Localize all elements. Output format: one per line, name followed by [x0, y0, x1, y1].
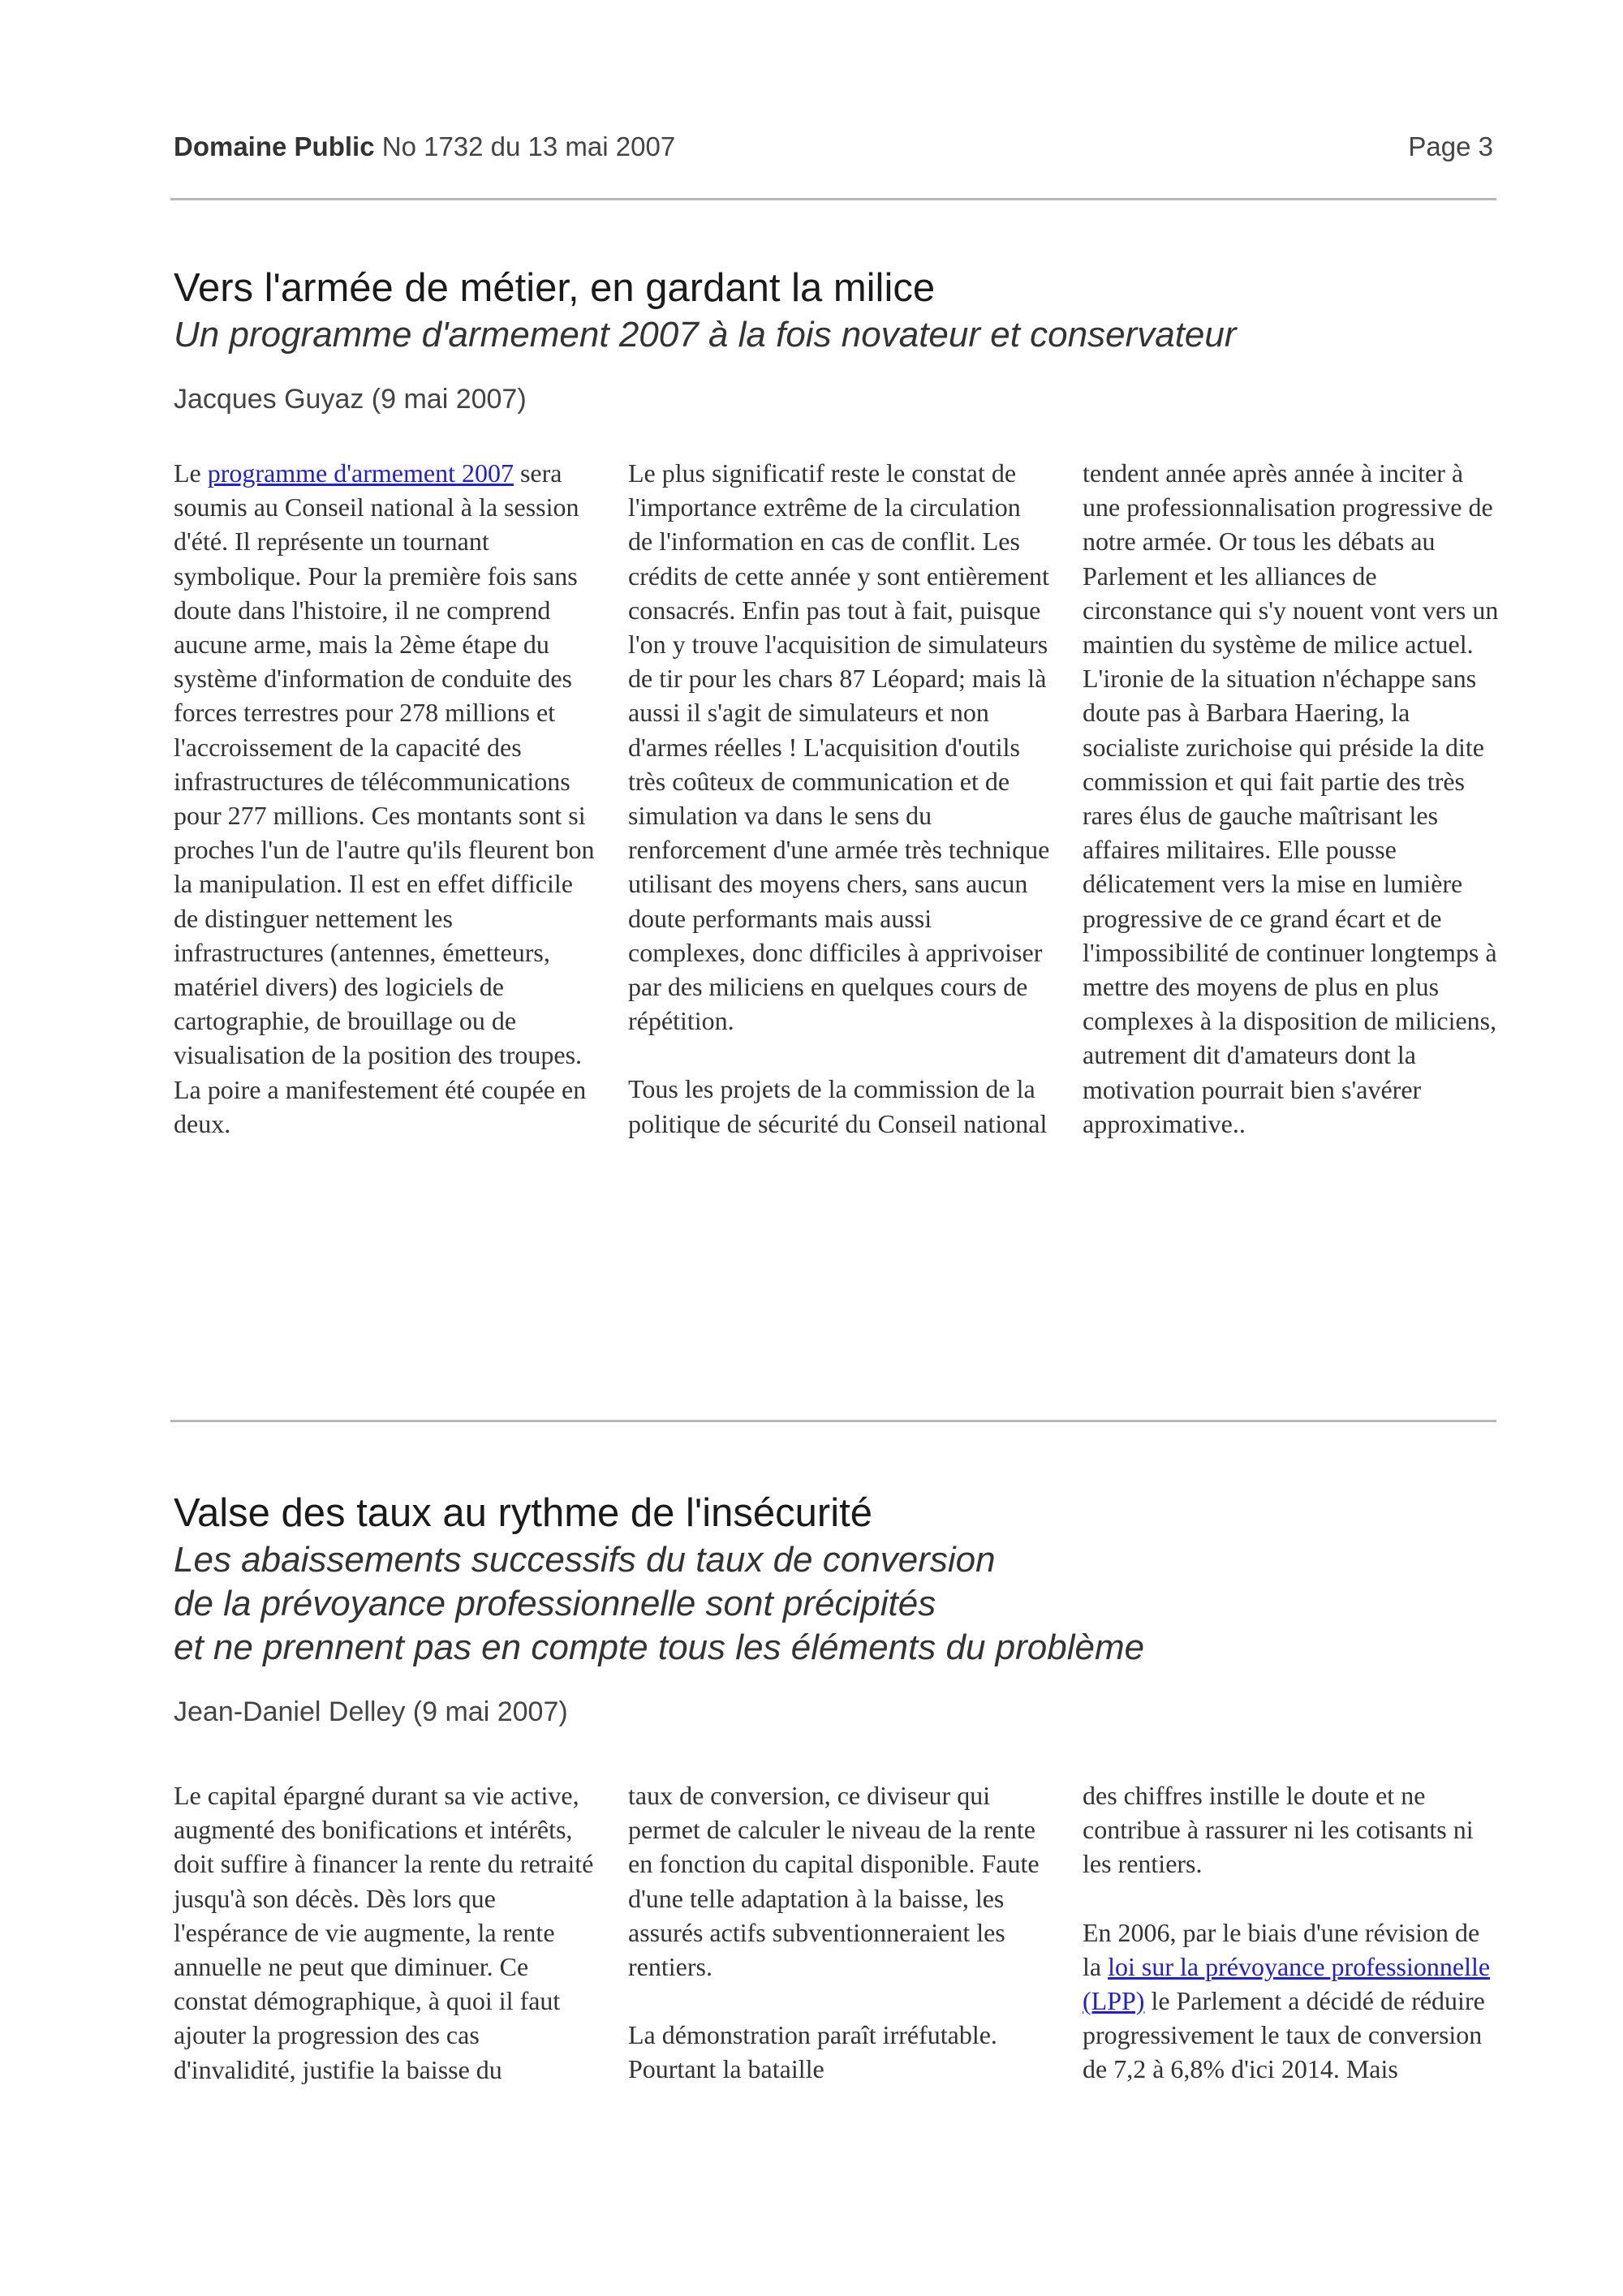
- header-divider: [170, 198, 1496, 200]
- programme-armement-link[interactable]: programme d'armement 2007: [207, 458, 514, 488]
- lpp-law-link[interactable]: loi sur la prévoyance professionnelle (LPP): [1083, 1951, 1491, 2016]
- paragraph: tendent année après année à inciter à une professionnalisation progressive de notre armée. Or tous les débats au Parlement et les alliances de circonstance qui s'y nouent vont vers un maintien du système de milice actuel. L'ironie de la situation n'échappe sans doute pas à Barbara Haering, la socialiste zurichoise qui préside la dite commission et qui fait partie des très rares élus de gauche maîtrisant les affaires militaires. Elle pousse délicatement vers la mise en lumière progressive de ce grand écart et de l'impossibilité de continuer longtemps à mettre des moyens de plus en plus complexes à la disposition de miliciens, autrement dit d'amateurs dont la motivation pourrait bien s'avérer approximative..: [1083, 458, 1499, 1138]
- article-title: Valse des taux au rythme de l'insécurité: [174, 1491, 872, 1535]
- text-column-2: [628, 1778, 1050, 2087]
- page-number: Page 3: [1408, 131, 1493, 161]
- text-column-3: [1083, 456, 1505, 1141]
- text-column-2: [628, 456, 1050, 1141]
- article-subtitle: Les abaissements successifs du taux de conversion de la prévoyance professionnelle sont précipités et ne prennent pas en compte tous les éléments du problème: [174, 1540, 1145, 1667]
- paragraph: Tous les projets de la commission de la politique de sécurité du Conseil national: [628, 1074, 1048, 1138]
- paragraph: Le plus significatif reste le constat de l'importance extrême de la circulation de l'information en cas de conflit. Les crédits de cette année y sont entièrement consacrés. Enfin pas tout à fait, puisque l'on y trouve l'acquisition de simulateurs de tir pour les chars 87 Léopard; mais là aussi il s'agit de simulateurs et non d'armes réelles ! L'acquisition d'outils très coûteux de communication et de simulation va dans le sens du renforcement d'une armée très technique utilisant des moyens chers, sans aucun doute performants mais aussi complexes, donc difficiles à apprivoiser par des miliciens en quelques cours de répétition.: [628, 458, 1050, 1036]
- article-author: Jean-Daniel Delley (9 mai 2007): [174, 1696, 568, 1727]
- publication-name: Domaine Public: [174, 131, 375, 161]
- text-column-1: Le programme d'armement 2007 sera soumis au Conseil national à la session d'été. Il représente un tournant symbolique. Pour la première fois sans doute dans l'histoire, il ne comprend aucune arme, mais la 2ème étape du système d'information de conduite des forces terrestres pour 278 millions et l'accroissement de la capacité des infrastructures de télécommunications pour 277 millions. Ces montants sont si proches l'un de l'autre qu'ils fleurent bon la manipulation. Il est en effet difficile de distinguer nettement les infrastructures (antennes, émetteurs, matériel divers) des logiciels de cartographie, de brouillage ou de visualisation de la position des troupes. La poire a manifestement été coupée en deux.: [174, 458, 595, 1138]
- text-column-3: des chiffres instille le doute et ne contribue à rassurer ni les cotisants ni les rentiers. En 2006, par le biais d'une révision de la loi sur la prévoyance professionnelle (LPP) le Parlement a décidé de réduire progressivement le taux de conversion de 7,2 à 6,8% d'ici 2014. Mais: [1083, 1778, 1505, 2087]
- article-armee: [174, 263, 1505, 417]
- paragraph: des chiffres instille le doute et ne contribue à rassurer ni les cotisants ni les rentiers.: [1083, 1781, 1474, 1879]
- paragraph: La démonstration paraît irréfutable. Pourtant la bataille: [628, 2020, 997, 2084]
- article-divider: [170, 1420, 1496, 1422]
- article-title: Vers l'armée de métier, en gardant la milice: [174, 266, 936, 310]
- paragraph: taux de conversion, ce diviseur qui permet de calculer le niveau de la rente en fonction du capital disponible. Faute d'une telle adaptation à la baisse, les assurés actifs subventionneraient les rentiers.: [628, 1781, 1040, 1982]
- text-column-1: [174, 1778, 596, 2087]
- page-header: [174, 131, 1493, 170]
- issue-info: No 1732 du 13 mai 2007: [381, 131, 676, 161]
- article-taux: [174, 1488, 1505, 1730]
- article-author: Jacques Guyaz (9 mai 2007): [174, 384, 527, 415]
- article-subtitle: Un programme d'armement 2007 à la fois novateur et conservateur: [174, 315, 1237, 355]
- paragraph: Le capital épargné durant sa vie active, augmenté des bonifications et intérêts, doit suffire à financer la rente du retraité jusqu'à son décès. Dès lors que l'espérance de vie augmente, la rente annuelle ne peut que diminuer. Ce constat démographique, à quoi il faut ajouter la progression des cas d'invalidité, justifie la baisse du: [174, 1781, 594, 2084]
